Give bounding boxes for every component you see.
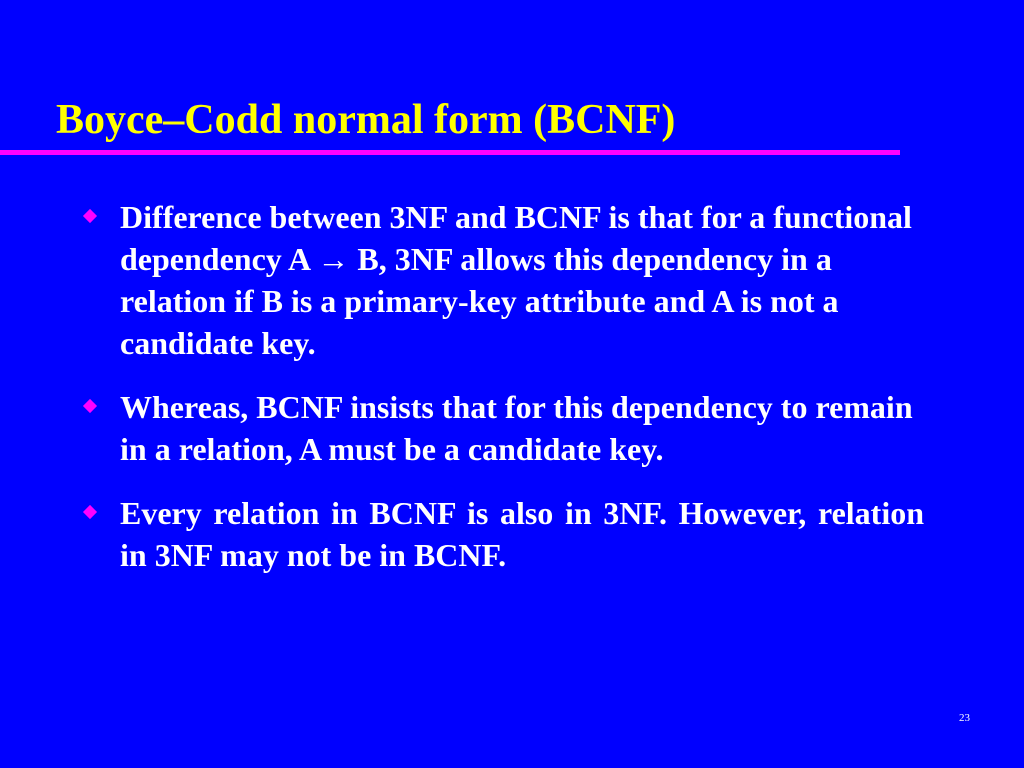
bullet-item-2 [82, 386, 924, 470]
slide-page-number: 23 [959, 712, 970, 724]
diamond-bullet-icon [82, 208, 98, 224]
bullet-item-1 [82, 196, 924, 364]
slide-title: Boyce–Codd normal form (BCNF) [56, 97, 676, 143]
bullet-text-3: Every relation in BCNF is also in 3NF. However, relation in 3NF may not be in BCNF. [120, 495, 924, 573]
bullet-text-2: Whereas, BCNF insists that for this dependency to remain in a relation, A must be a candidate key. [120, 389, 913, 467]
diamond-bullet-icon [82, 504, 98, 520]
title-divider [0, 150, 900, 155]
bullet-item-3 [82, 492, 924, 576]
diamond-bullet-icon [82, 398, 98, 414]
bullet-list [82, 196, 924, 598]
bullet-text-1: Difference between 3NF and BCNF is that for a functional dependency A → B, 3NF allows this dependency in a relation if B is a primary-key attribute and A is not a candidate key. [120, 199, 912, 361]
